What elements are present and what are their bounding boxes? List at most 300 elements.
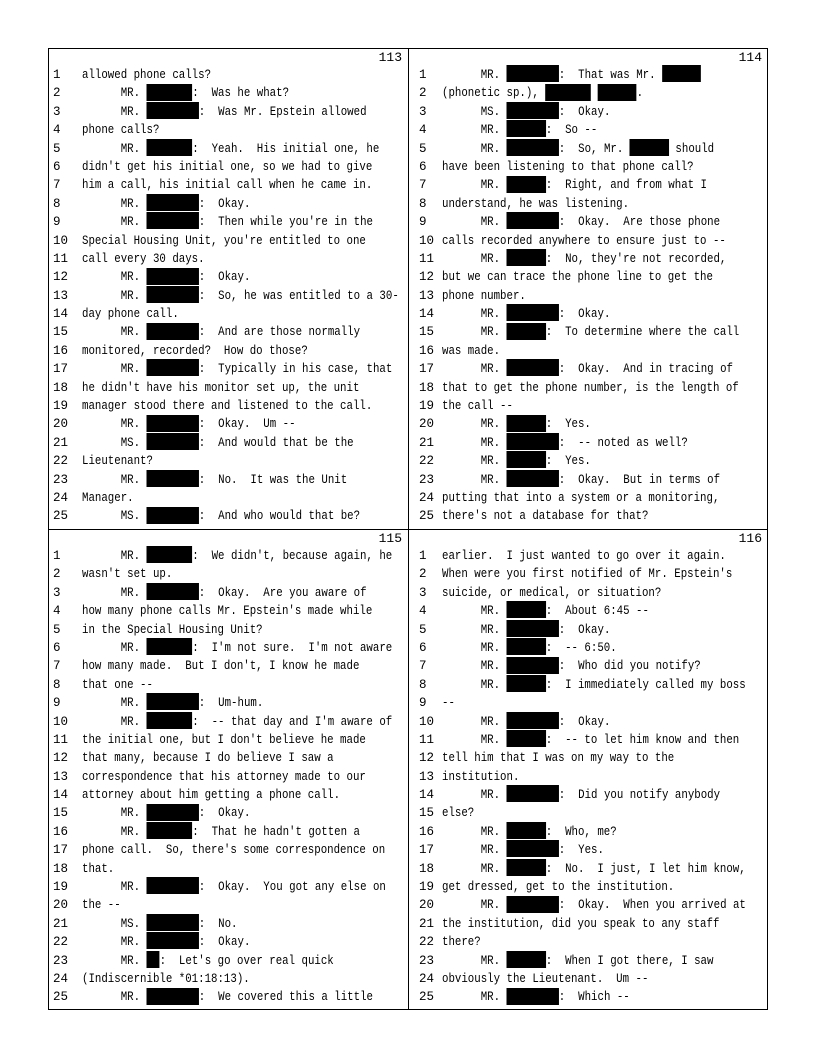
redaction-block xyxy=(507,212,559,229)
text-segment: MR. xyxy=(82,104,147,119)
line-number: 8 xyxy=(419,196,427,211)
line-text xyxy=(442,639,617,657)
transcript-line xyxy=(409,471,768,489)
text-segment: MR. xyxy=(442,732,507,747)
transcript-line xyxy=(49,66,408,84)
page-number: 113 xyxy=(378,50,402,65)
line-text xyxy=(82,878,386,896)
text-segment: MR. xyxy=(82,362,147,377)
text-segment: MR. xyxy=(82,806,147,821)
line-number: 10 xyxy=(419,233,435,248)
text-segment: that one -- xyxy=(82,677,153,692)
transcript-page-114 xyxy=(409,49,768,529)
transcript-line xyxy=(49,896,408,914)
line-number: 15 xyxy=(53,806,69,821)
transcript-line xyxy=(409,250,768,268)
line-text xyxy=(82,121,159,139)
transcript-line xyxy=(409,84,768,102)
text-segment: calls recorded anywhere to ensure just to -- xyxy=(442,233,726,248)
line-number: 13 xyxy=(419,769,435,784)
line-number: 23 xyxy=(419,472,435,487)
line-number: 17 xyxy=(53,843,69,858)
line-number: 20 xyxy=(419,898,435,913)
text-segment: MR. xyxy=(442,604,507,619)
transcript-line xyxy=(409,305,768,323)
redaction-block xyxy=(147,359,199,376)
text-segment: MR. xyxy=(82,714,147,729)
line-text xyxy=(442,804,474,822)
text-segment: didn't get his initial one, so we had to give xyxy=(82,159,373,174)
text-segment: that. xyxy=(82,861,115,876)
text-segment: Lieutenant? xyxy=(82,454,153,469)
line-number: 2 xyxy=(53,567,61,582)
line-number: 5 xyxy=(419,622,427,637)
line-number: 7 xyxy=(53,178,61,193)
line-text xyxy=(442,841,604,859)
line-number: 1 xyxy=(53,549,61,563)
redaction-block xyxy=(147,212,199,229)
redaction-block xyxy=(507,657,559,674)
transcript-page-frame xyxy=(48,48,768,1010)
line-text xyxy=(82,786,340,804)
line-number: 7 xyxy=(419,659,427,674)
line-number: 16 xyxy=(53,343,69,358)
text-segment: : Then while you're in the xyxy=(198,215,373,230)
transcript-line xyxy=(409,565,768,583)
transcript-line xyxy=(49,213,408,231)
line-text xyxy=(442,786,720,804)
transcript-line xyxy=(49,602,408,620)
redaction-block xyxy=(507,951,546,968)
text-segment: : Okay. When you arrived at xyxy=(558,898,746,913)
line-text xyxy=(82,268,250,286)
line-number: 19 xyxy=(419,399,435,414)
line-text xyxy=(442,213,720,231)
line-number: 5 xyxy=(53,622,61,637)
line-number: 22 xyxy=(53,935,69,950)
text-segment: but we can trace the phone line to get the xyxy=(442,270,713,285)
transcript-line xyxy=(409,860,768,878)
line-text xyxy=(82,952,334,970)
line-number: 23 xyxy=(419,953,435,968)
line-text xyxy=(442,694,455,712)
line-number: 25 xyxy=(419,509,435,524)
transcript-line xyxy=(409,639,768,657)
transcript-line xyxy=(409,768,768,786)
text-segment: MR. xyxy=(442,251,507,266)
text-segment: MR. xyxy=(442,714,507,729)
text-segment: should xyxy=(668,141,715,156)
text-segment: the -- xyxy=(82,898,121,913)
page-number: 115 xyxy=(378,531,402,546)
text-segment: MR. xyxy=(82,640,147,655)
transcript-line xyxy=(409,268,768,286)
redaction-block xyxy=(630,139,669,156)
line-text xyxy=(442,471,720,489)
text-segment: MR. xyxy=(442,435,507,450)
text-segment: MR. xyxy=(82,417,147,432)
line-number: 17 xyxy=(419,843,435,858)
redaction-block xyxy=(507,896,559,913)
text-segment: : Was Mr. Epstein allowed xyxy=(198,104,367,119)
line-text xyxy=(442,584,661,602)
text-segment: MR. xyxy=(442,861,507,876)
text-segment: : Okay. xyxy=(198,196,251,211)
transcript-lines xyxy=(409,66,768,526)
redaction-block xyxy=(507,601,546,618)
transcript-line xyxy=(409,952,768,970)
transcript-line xyxy=(49,360,408,378)
text-segment: MR. xyxy=(82,86,147,101)
redaction-block xyxy=(507,859,546,876)
redaction-block xyxy=(507,470,559,487)
text-segment: putting that into a system or a monitoring, xyxy=(442,490,720,505)
transcript-line xyxy=(409,676,768,694)
line-text xyxy=(82,176,372,194)
line-text xyxy=(442,896,746,914)
line-number: 14 xyxy=(419,788,435,803)
line-number: 18 xyxy=(419,861,435,876)
line-number: 21 xyxy=(53,435,69,450)
text-segment: else? xyxy=(442,806,475,821)
line-text xyxy=(82,915,238,933)
redaction-block xyxy=(147,583,199,600)
text-segment: MR. xyxy=(442,824,507,839)
transcript-line xyxy=(49,988,408,1006)
text-segment: the institution, did you speak to any staff xyxy=(442,916,720,931)
text-segment: phone call. So, there's some correspondence on xyxy=(82,843,386,858)
line-text xyxy=(82,452,153,470)
text-segment: : Okay. But in terms of xyxy=(558,472,721,487)
text-segment: MR. xyxy=(442,472,507,487)
transcript-line xyxy=(49,768,408,786)
line-number: 13 xyxy=(53,288,69,303)
transcript-line xyxy=(409,397,768,415)
text-segment: : Let's go over real quick xyxy=(159,953,334,968)
line-number: 21 xyxy=(53,916,69,931)
transcript-line xyxy=(409,713,768,731)
transcript-line xyxy=(49,565,408,583)
transcript-line xyxy=(49,731,408,749)
transcript-line xyxy=(409,121,768,139)
redaction-block xyxy=(147,286,199,303)
transcript-line xyxy=(49,471,408,489)
line-text xyxy=(82,970,250,988)
text-segment: MS. xyxy=(82,916,147,931)
redaction-block xyxy=(147,84,193,101)
line-text xyxy=(442,878,674,896)
line-number: 2 xyxy=(419,567,427,582)
line-number: 15 xyxy=(419,806,435,821)
text-segment: MR. xyxy=(82,990,147,1005)
transcript-line xyxy=(49,507,408,525)
redaction-block xyxy=(147,194,199,211)
line-text xyxy=(82,749,334,767)
transcript-line xyxy=(49,860,408,878)
transcript-line xyxy=(49,84,408,102)
text-segment: Manager. xyxy=(82,490,134,505)
text-segment: MR. xyxy=(442,307,507,322)
transcript-line xyxy=(409,749,768,767)
text-segment: MR. xyxy=(82,196,147,211)
line-text xyxy=(82,602,372,620)
redaction-block xyxy=(507,451,546,468)
line-number: 5 xyxy=(419,141,427,156)
line-text xyxy=(82,860,114,878)
text-segment: : We covered this a little xyxy=(198,990,373,1005)
line-number: 18 xyxy=(53,861,69,876)
text-segment: get dressed, get to the institution. xyxy=(442,880,675,895)
transcript-line xyxy=(409,489,768,507)
line-text xyxy=(82,489,134,507)
transcript-line xyxy=(49,676,408,694)
line-text xyxy=(82,84,289,102)
transcript-line xyxy=(409,915,768,933)
redaction-block xyxy=(147,268,199,285)
text-segment: : Who, me? xyxy=(545,824,617,839)
redaction-block xyxy=(507,730,546,747)
text-segment: MR. xyxy=(442,178,507,193)
transcript-line xyxy=(409,933,768,951)
line-number: 9 xyxy=(53,696,61,711)
transcript-line xyxy=(409,323,768,341)
redaction-block xyxy=(507,712,559,729)
transcript-line xyxy=(409,602,768,620)
text-segment: : Okay. And in tracing of xyxy=(558,362,733,377)
transcript-line xyxy=(49,584,408,602)
line-text xyxy=(82,676,153,694)
text-segment: MR. xyxy=(82,325,147,340)
transcript-lines xyxy=(49,66,408,526)
text-segment: MR. xyxy=(442,417,507,432)
line-text xyxy=(442,657,701,675)
text-segment: that many, because I do believe I saw a xyxy=(82,751,334,766)
transcript-line xyxy=(409,841,768,859)
line-number: 8 xyxy=(53,196,61,211)
text-segment: : No, they're not recorded, xyxy=(545,251,727,266)
line-number: 6 xyxy=(53,640,61,655)
redaction-block xyxy=(507,249,546,266)
line-number: 13 xyxy=(419,288,435,303)
text-segment: : Okay. xyxy=(198,270,251,285)
transcript-line xyxy=(49,140,408,158)
transcript-line xyxy=(49,342,408,360)
transcript-line xyxy=(409,804,768,822)
text-segment: have been listening to that phone call? xyxy=(442,159,694,174)
transcript-line xyxy=(49,176,408,194)
line-text xyxy=(442,232,726,250)
text-segment: : -- noted as well? xyxy=(558,435,688,450)
text-segment: MR. xyxy=(82,585,147,600)
transcript-line xyxy=(409,970,768,988)
text-segment: suicide, or medical, or situation? xyxy=(442,585,662,600)
line-number: 1 xyxy=(419,68,427,82)
line-text xyxy=(82,841,385,859)
text-segment: MR. xyxy=(442,141,507,156)
transcript-line xyxy=(49,804,408,822)
line-number: 20 xyxy=(53,417,69,432)
line-number: 23 xyxy=(53,953,69,968)
line-text xyxy=(82,547,392,565)
text-segment: was made. xyxy=(442,343,501,358)
text-segment: : Yes. xyxy=(558,843,604,858)
line-text xyxy=(82,195,250,213)
transcript-line xyxy=(409,621,768,639)
line-text xyxy=(82,933,250,951)
text-segment: : And are those normally xyxy=(198,325,361,340)
line-number: 4 xyxy=(419,604,427,619)
text-segment: : Okay. Are you aware of xyxy=(198,585,367,600)
line-number: 22 xyxy=(53,454,69,469)
text-segment: MR. xyxy=(82,270,147,285)
text-segment: MR. xyxy=(82,696,147,711)
text-segment: MR. xyxy=(442,123,507,138)
line-number: 14 xyxy=(53,788,69,803)
text-segment: MR. xyxy=(442,68,507,82)
transcript-line xyxy=(49,547,408,565)
transcript-line xyxy=(409,140,768,158)
text-segment: : -- to let him know and then xyxy=(545,732,740,747)
text-segment: MR. xyxy=(82,935,147,950)
redaction-block xyxy=(147,102,199,119)
redaction-block xyxy=(147,877,199,894)
transcript-line xyxy=(409,694,768,712)
redaction-block xyxy=(147,638,193,655)
transcript-line xyxy=(49,323,408,341)
line-text xyxy=(442,66,701,84)
line-number: 1 xyxy=(53,68,61,82)
line-number: 11 xyxy=(53,732,69,747)
redaction-block xyxy=(597,84,636,101)
transcript-line xyxy=(409,379,768,397)
text-segment: the initial one, but I don't believe he made xyxy=(82,732,366,747)
line-number: 21 xyxy=(419,916,435,931)
redaction-block xyxy=(507,785,559,802)
line-number: 9 xyxy=(419,696,427,711)
transcript-line xyxy=(49,415,408,433)
line-text xyxy=(442,749,674,767)
text-segment: allowed phone calls? xyxy=(82,68,212,82)
text-segment: : Right, and from what I xyxy=(545,178,708,193)
text-segment: manager stood there and listened to the call. xyxy=(82,399,373,414)
text-segment: : Okay. You got any else on xyxy=(198,880,386,895)
line-number: 12 xyxy=(53,270,69,285)
text-segment: : Okay. xyxy=(198,806,251,821)
text-segment: : No. It was the Unit xyxy=(198,472,348,487)
text-segment: : Okay. xyxy=(558,104,611,119)
text-segment: MR. xyxy=(442,362,507,377)
redaction-block xyxy=(147,712,193,729)
line-number: 10 xyxy=(53,233,69,248)
redaction-block xyxy=(147,470,199,487)
line-number: 3 xyxy=(419,585,427,600)
redaction-block xyxy=(507,822,546,839)
line-text xyxy=(442,988,630,1006)
text-segment: : Did you notify anybody xyxy=(558,788,721,803)
redaction-block xyxy=(507,120,546,137)
line-text xyxy=(442,360,733,378)
text-segment: monitored, recorded? How do those? xyxy=(82,343,308,358)
line-text xyxy=(82,731,366,749)
line-number: 15 xyxy=(419,325,435,340)
text-segment: understand, he was listening. xyxy=(442,196,630,211)
text-segment: there? xyxy=(442,935,481,950)
line-text xyxy=(442,323,739,341)
text-segment: : Yes. xyxy=(545,417,591,432)
page-number: 116 xyxy=(738,531,762,546)
line-number: 23 xyxy=(53,472,69,487)
line-number: 14 xyxy=(53,307,69,322)
line-number: 5 xyxy=(53,141,61,156)
line-number: 22 xyxy=(419,935,435,950)
line-text xyxy=(442,565,732,583)
line-text xyxy=(82,140,379,158)
line-text xyxy=(442,452,591,470)
transcript-line xyxy=(49,786,408,804)
text-segment: MR. xyxy=(442,622,507,637)
text-segment: MR. xyxy=(442,953,507,968)
text-segment: him a call, his initial call when he came in. xyxy=(82,178,373,193)
text-segment: MR. xyxy=(82,824,147,839)
transcript-line xyxy=(49,694,408,712)
line-text xyxy=(442,158,694,176)
line-number: 16 xyxy=(419,824,435,839)
text-segment: how many phone calls Mr. Epstein's made while xyxy=(82,604,373,619)
text-segment: : -- 6:50. xyxy=(545,640,617,655)
text-segment: wasn't set up. xyxy=(82,567,173,582)
transcript-line xyxy=(49,195,408,213)
line-number: 18 xyxy=(53,380,69,395)
line-number: 10 xyxy=(53,714,69,729)
transcript-line xyxy=(409,176,768,194)
text-segment: : Okay. xyxy=(558,307,611,322)
line-number: 19 xyxy=(419,880,435,895)
redaction-block xyxy=(147,988,199,1005)
redaction-block xyxy=(507,359,559,376)
text-segment: : Yeah. His initial one, he xyxy=(192,141,380,156)
line-text xyxy=(82,694,263,712)
text-segment: MR. xyxy=(82,215,147,230)
text-segment: : Okay. Um -- xyxy=(198,417,296,432)
line-number: 3 xyxy=(53,104,61,119)
transcript-line xyxy=(409,195,768,213)
line-text xyxy=(82,804,250,822)
transcript-page-113 xyxy=(49,49,408,529)
line-number: 12 xyxy=(53,751,69,766)
line-text xyxy=(82,896,121,914)
line-text xyxy=(442,342,500,360)
transcript-line xyxy=(49,970,408,988)
line-number: 4 xyxy=(53,604,61,619)
transcript-line xyxy=(49,158,408,176)
line-text xyxy=(82,287,399,305)
text-segment: MR. xyxy=(82,953,147,968)
transcript-line xyxy=(409,878,768,896)
redaction-block xyxy=(147,932,199,949)
text-segment: : No. I just, I let him know, xyxy=(545,861,746,876)
line-text xyxy=(82,250,205,268)
transcript-line xyxy=(49,250,408,268)
text-segment: : That was Mr. xyxy=(558,68,663,82)
redaction-block xyxy=(147,139,193,156)
line-text xyxy=(442,287,526,305)
line-text xyxy=(442,121,597,139)
line-number: 3 xyxy=(419,104,427,119)
text-segment: : I'm not sure. I'm not aware xyxy=(192,640,393,655)
redaction-block xyxy=(507,304,559,321)
line-text xyxy=(442,860,746,878)
text-segment: : I immediately called my boss xyxy=(545,677,746,692)
